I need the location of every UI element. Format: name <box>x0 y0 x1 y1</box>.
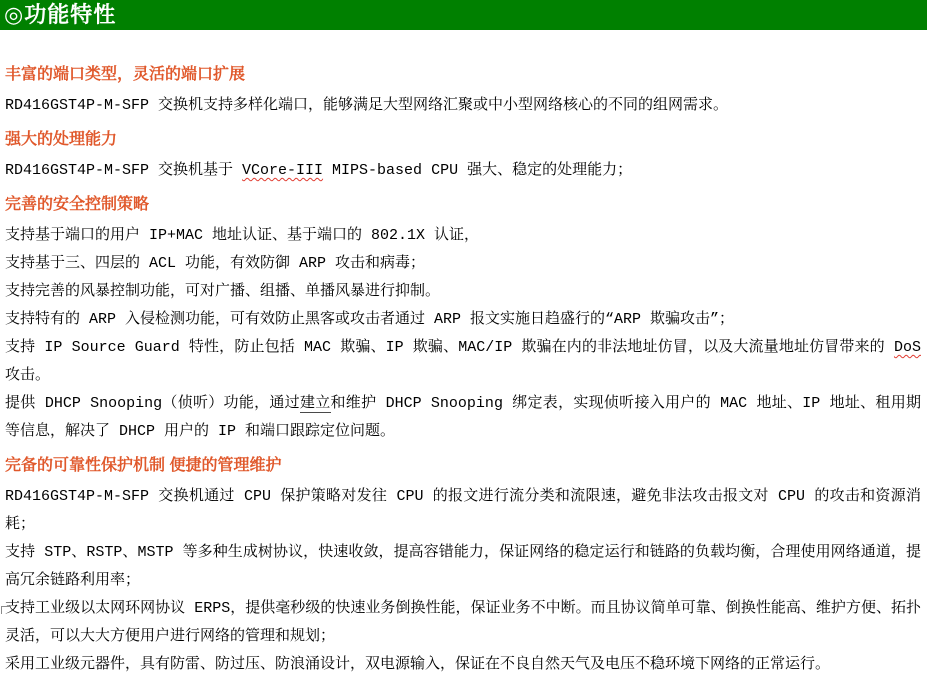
text-segment: MIPS-based CPU 强大、稳定的处理能力； <box>323 162 633 179</box>
feature-paragraph <box>5 390 921 446</box>
text-segment: 支持基于端口的用户 IP+MAC 地址认证、基于端口的 802.1X 认证， <box>5 227 480 244</box>
section-title-bar <box>0 0 927 30</box>
feature-paragraph <box>5 595 921 651</box>
text-segment: 攻击。 <box>5 367 51 384</box>
text-segment: RD416GST4P-M-SFP 交换机支持多样化端口，能够满足大型网络汇聚或中小型网络核心的不同的组网需求。 <box>5 97 729 114</box>
feature-paragraph <box>5 92 921 120</box>
grammar-underlined-text: 建立 <box>299 395 331 412</box>
feature-paragraph <box>5 334 921 390</box>
feature-content <box>0 30 927 679</box>
text-segment: 支持完善的风暴控制功能，可对广播、组播、单播风暴进行抑制。 <box>5 283 441 300</box>
feature-paragraph <box>5 651 921 679</box>
page-title: ◎功能特性 <box>4 2 117 28</box>
feature-paragraph <box>5 539 921 595</box>
feature-paragraph <box>5 278 921 306</box>
section-heading: 丰富的端口类型，灵活的端口扩展 <box>5 66 246 83</box>
feature-paragraph <box>5 250 921 278</box>
text-segment: 采用工业级元器件，具有防雷、防过压、防浪涌设计，双电源输入，保证在不良自然天气及电压不稳环境下网络的正常运行。 <box>5 656 831 673</box>
feature-paragraph <box>5 157 921 185</box>
text-segment: 支持工业级以太网环网协议 ERPS，提供毫秒级的快速业务倒换性能，保证业务不中断。而且协议简单可靠、倒换性能高、维护方便、拓扑灵活，可以大大方便用户进行网络的管理和规划； <box>5 600 921 645</box>
text-segment: RD416GST4P-M-SFP 交换机基于 <box>5 162 243 179</box>
table-corner-mark <box>1 606 11 614</box>
section-heading: 强大的处理能力 <box>5 131 118 148</box>
text-segment: 支持 STP、RSTP、MSTP 等多种生成树协议，快速收敛，提高容错能力，保证网络的稳定运行和链路的负载均衡，合理使用网络通道，提高冗余链路利用率； <box>5 544 921 589</box>
text-segment: RD416GST4P-M-SFP 交换机通过 CPU 保护策略对发往 CPU 的报文进行流分类和流限速，避免非法攻击报文对 CPU 的攻击和资源消耗； <box>5 488 921 533</box>
text-segment: 支持基于三、四层的 ACL 功能，有效防御 ARP 攻击和病毒； <box>5 255 426 272</box>
text-segment: 支持 IP Source Guard 特性，防止包括 MAC 欺骗、IP 欺骗、MAC/IP 欺骗在内的非法地址仿冒，以及大流量地址仿冒带来的 <box>5 339 894 356</box>
spellcheck-underlined-text: DoS <box>893 339 921 356</box>
feature-paragraph <box>5 306 921 334</box>
feature-paragraph <box>5 483 921 539</box>
text-segment: 支持特有的 ARP 入侵检测功能，可有效防止黑客或攻击者通过 ARP 报文实施日趋盛行的“ARP 欺骗攻击”； <box>5 311 735 328</box>
text-segment: 提供 DHCP Snooping（侦听）功能，通过 <box>5 395 300 412</box>
section-heading: 完备的可靠性保护机制 便捷的管理维护 <box>5 457 282 474</box>
feature-paragraph <box>5 222 921 250</box>
text-segment: 和维护 DHCP Snooping 绑定表，实现侦听接入用户的 MAC 地址、IP 地址、租用期等信息，解决了 DHCP 用户的 IP 和端口跟踪定位问题。 <box>5 395 921 440</box>
section-heading: 完善的安全控制策略 <box>5 196 150 213</box>
spellcheck-underlined-text: VCore-III <box>242 162 324 179</box>
